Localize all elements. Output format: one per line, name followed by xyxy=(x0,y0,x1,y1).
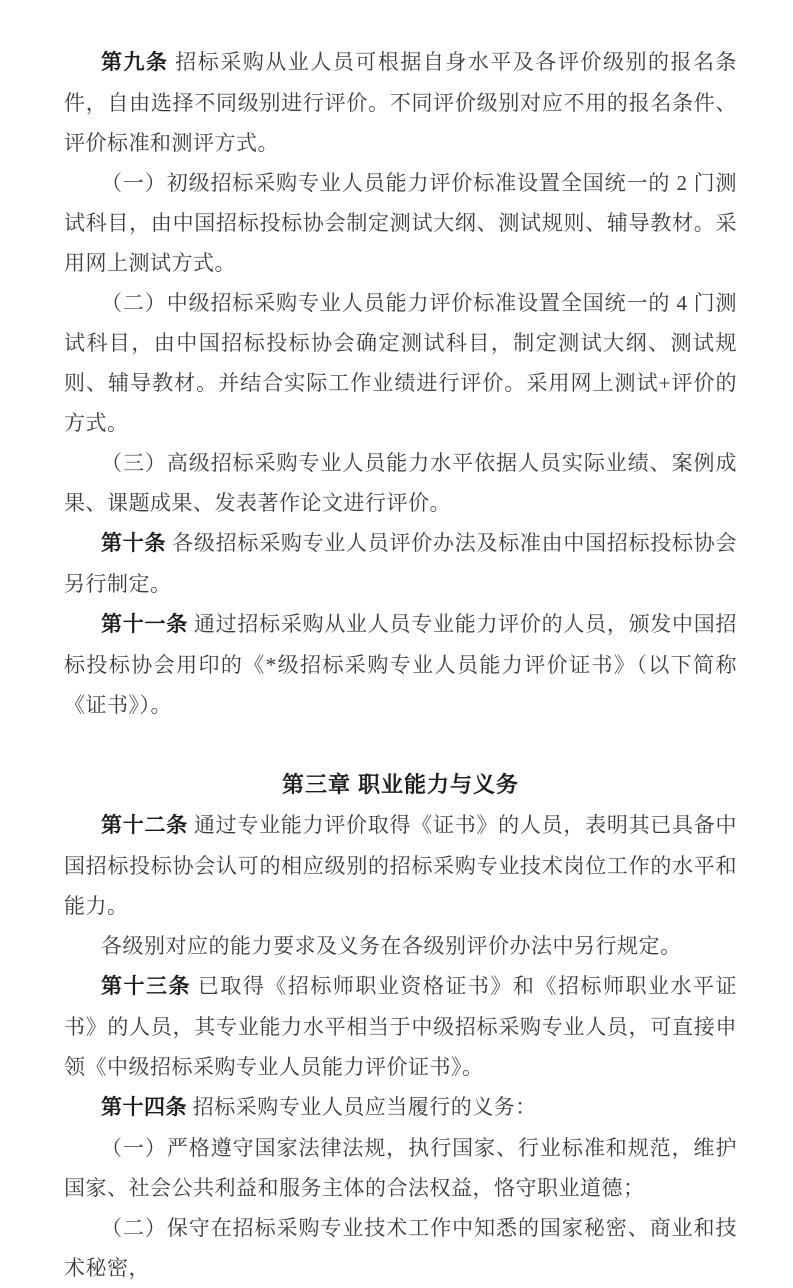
article-number: 第十条 xyxy=(101,532,167,555)
paragraph: （一）初级招标采购专业人员能力评价标准设置全国统一的 2 门测试科目，由中国招标投标协会制定测试大纲、测试规则、辅导教材。采用网上测试方式。 xyxy=(64,171,737,275)
article-number: 第十一条 xyxy=(101,613,188,636)
article-number: 第十四条 xyxy=(101,1096,187,1119)
paragraph: （二）保守在招标采购专业技术工作中知悉的国家秘密、商业和技术秘密， xyxy=(64,1216,737,1280)
article-number: 第十三条 xyxy=(101,975,192,998)
paragraph: 各级别对应的能力要求及义务在各级别评价办法中另行规定。 xyxy=(101,934,682,958)
document-body xyxy=(64,42,737,1288)
paragraph: （三）高级招标采购专业人员能力水平依据人员实际业绩、案例成果、课题成果、发表著作论文进行评价。 xyxy=(64,451,737,515)
chapter-heading: 第三章 职业能力与义务 xyxy=(281,772,520,797)
article-paragraph: 第十条 各级招标采购专业人员评价办法及标准由中国招标投标协会另行制定。 xyxy=(64,531,738,596)
article-number: 第十二条 xyxy=(101,814,188,837)
article-paragraph: 第十一条 通过招标采购从业人员专业能力评价的人员，颁发中国招标投标协会用印的《*级招标采购专业人员能力评价证书》（以下简称《证书》）。 xyxy=(64,612,738,717)
article-number: 第九条 xyxy=(101,51,169,74)
paragraph: （二）中级招标采购专业人员能力评价标准设置全国统一的 4 门测试科目，由中国招标投标协会确定测试科目，制定测试大纲、测试规则、辅导教材。并结合实际工作业绩进行评价。采用网上测试+评价的方式。 xyxy=(64,291,737,435)
article-paragraph: 第十二条 通过专业能力评价取得《证书》的人员，表明其已具备中国招标投标协会认可的相应级别的招标采购专业技术岗位工作的水平和能力。 xyxy=(64,813,738,918)
article-paragraph: 第九条 招标采购从业人员可根据自身水平及各评价级别的报名条件，自由选择不同级别进行评价。不同评价级别对应不用的报名条件、评价标准和测评方式。 xyxy=(64,50,738,155)
article-paragraph: 第十三条 已取得《招标师职业资格证书》和《招标师职业水平证书》的人员，其专业能力水平相当于中级招标采购专业人员，可直接申领《中级招标采购专业人员能力评价证书》。 xyxy=(64,974,738,1079)
article-paragraph: 第十四条 招标采购专业人员应当履行的义务： xyxy=(101,1095,537,1119)
paragraph: （一）严格遵守国家法律法规，执行国家、行业标准和规范，维护国家、社会公共利益和服务主体的合法权益，恪守职业道德； xyxy=(64,1136,737,1200)
